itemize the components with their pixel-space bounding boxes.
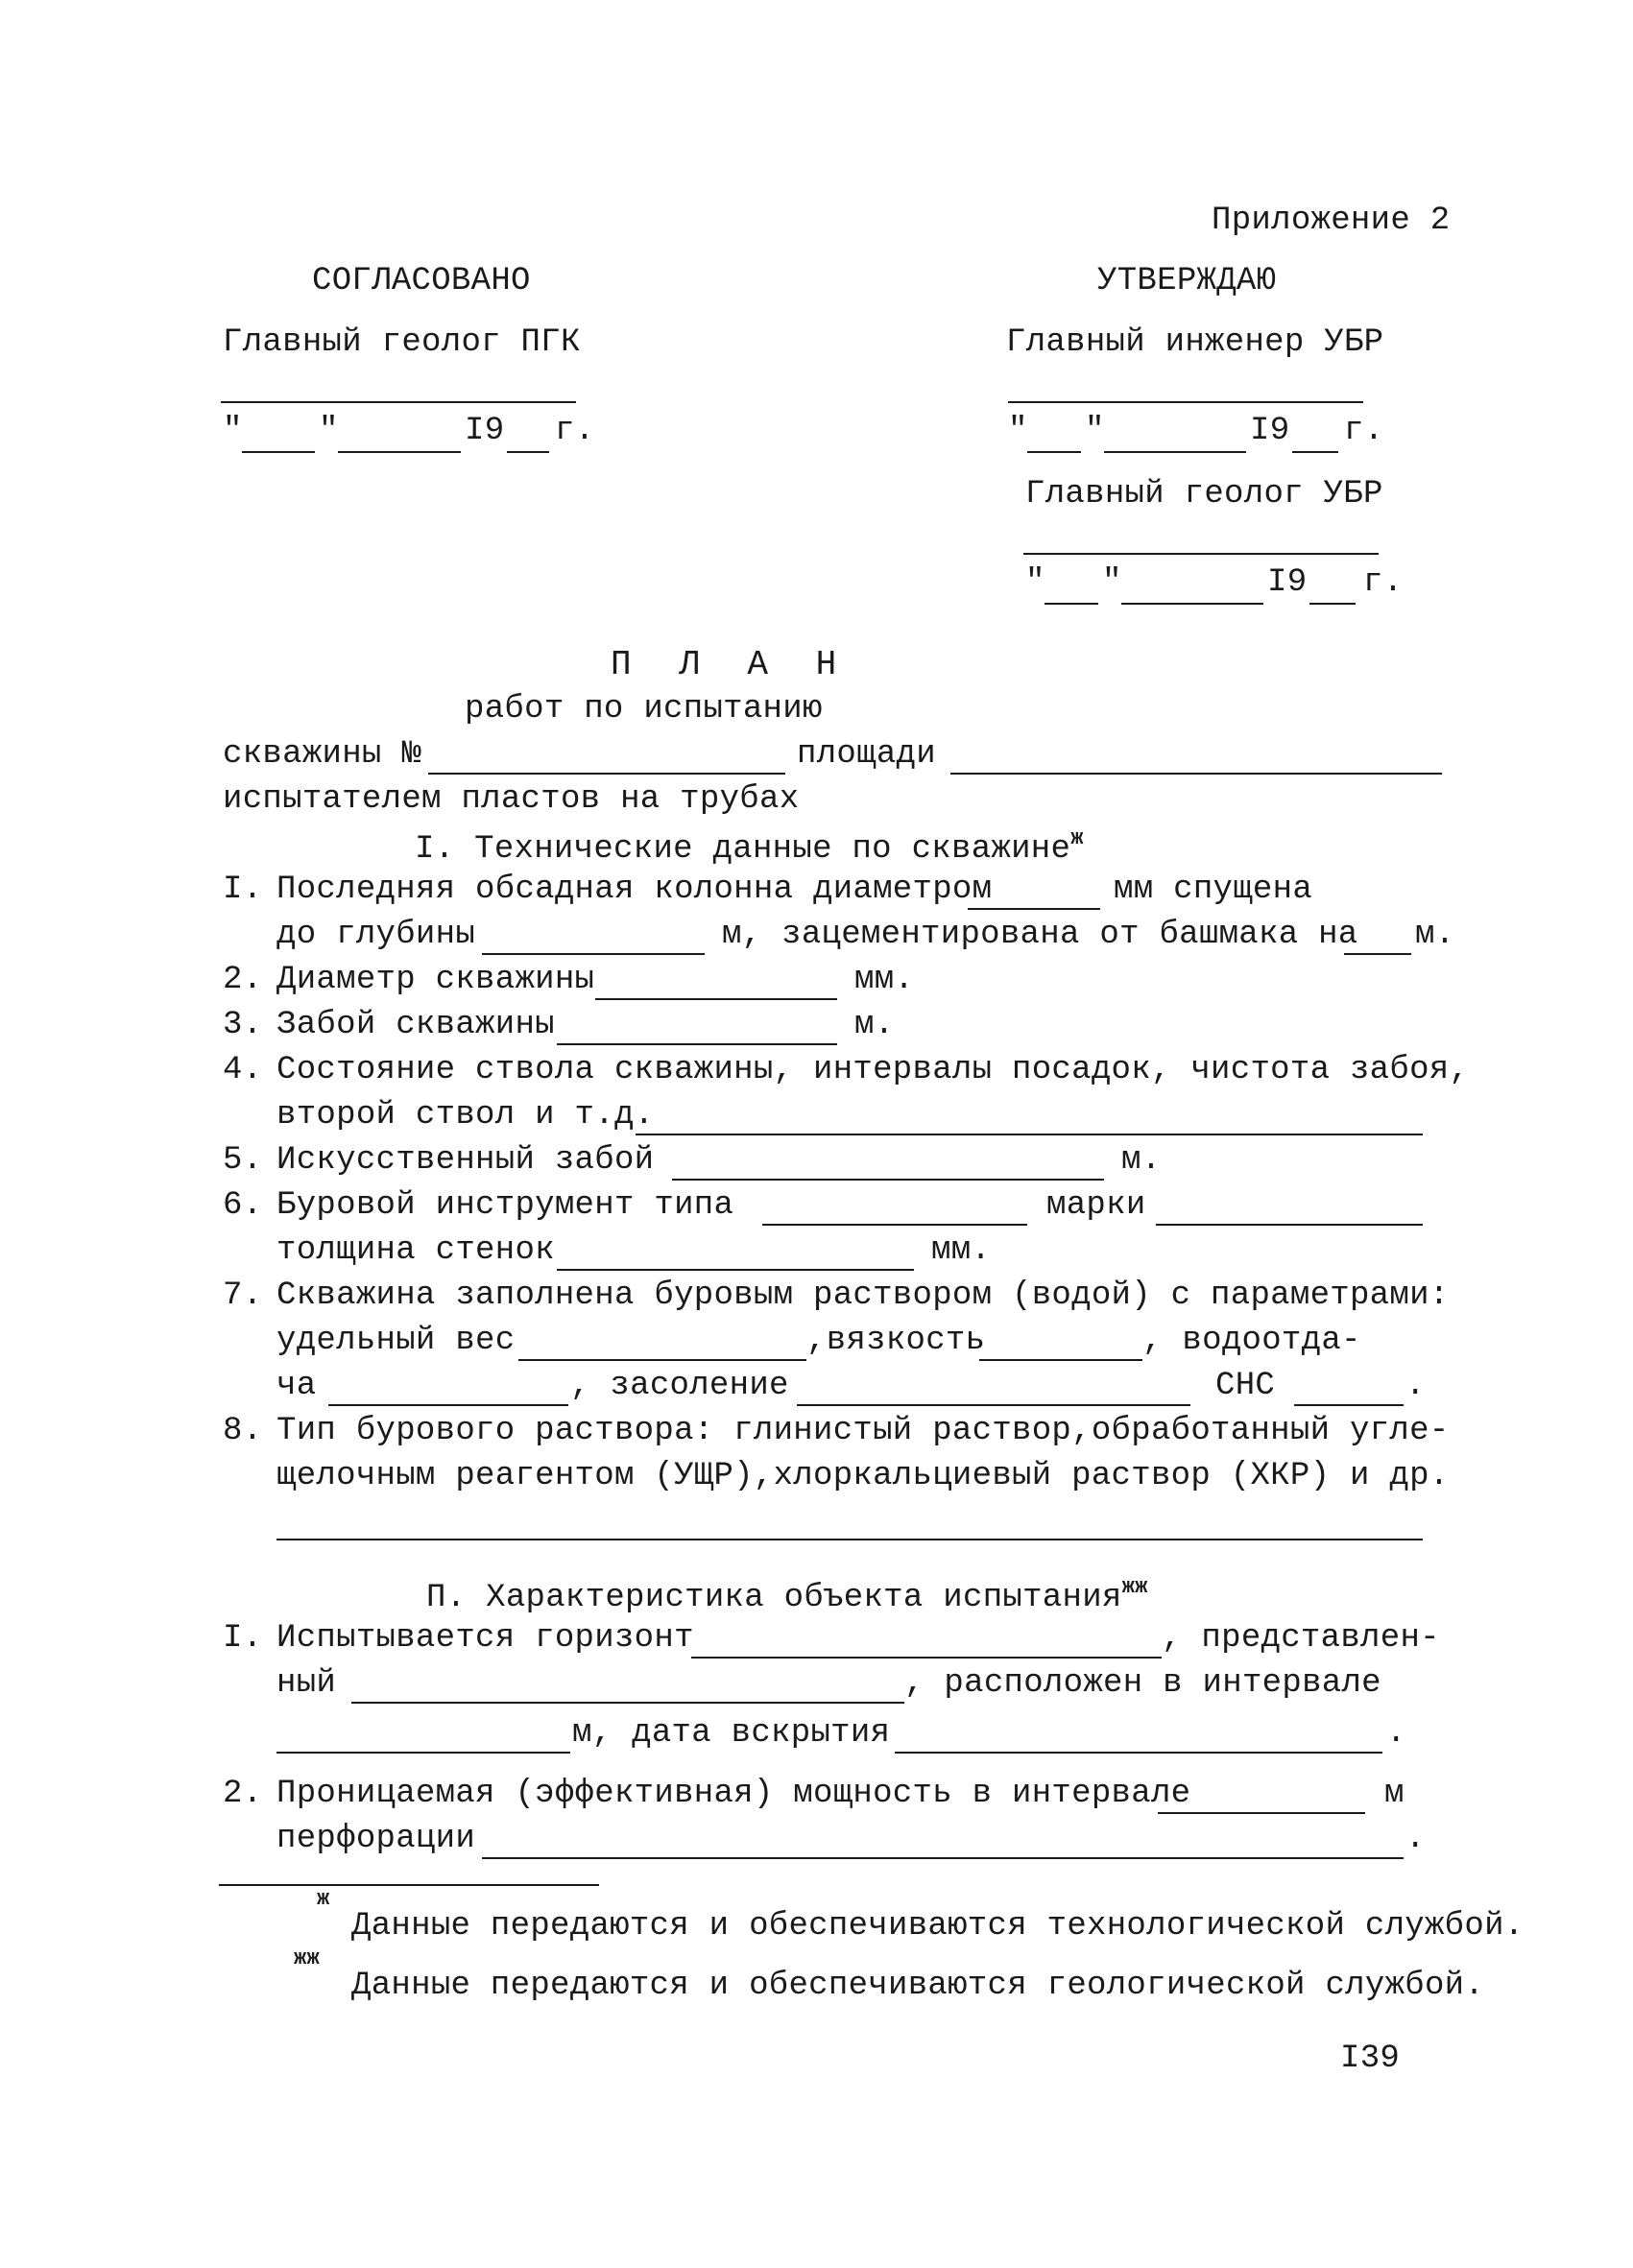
item5-text-b: м. — [1121, 1142, 1162, 1179]
item1-text-e: м. — [1415, 917, 1455, 953]
footnote-1-mark: ж — [317, 1887, 330, 1911]
viscosity-blank[interactable] — [979, 1326, 1142, 1361]
left-date-day-blank[interactable] — [242, 418, 315, 453]
sns-blank[interactable] — [1294, 1372, 1404, 1406]
appendix-label: Приложение 2 — [1212, 203, 1451, 239]
s2-item2-text-c: перфорации — [276, 1821, 476, 1857]
right-date1-year-suffix: г. — [1344, 413, 1384, 449]
item7-text-g: СНС — [1215, 1368, 1276, 1404]
left-date-year-prefix: I9 — [465, 413, 505, 449]
water-loss-blank[interactable] — [328, 1372, 568, 1406]
cement-height-blank[interactable] — [1344, 920, 1411, 955]
right-signature-line-2[interactable] — [1023, 553, 1379, 555]
tester-line: испытателем пластов на трубах — [223, 781, 800, 818]
s2-item2-text-d: . — [1405, 1821, 1426, 1857]
right-date2-year-blank[interactable] — [1309, 570, 1356, 605]
item7-text-b: удельный вес — [276, 1323, 516, 1359]
item7-text-h: . — [1405, 1368, 1426, 1404]
item5-text-a: Искусственный забой — [276, 1142, 655, 1179]
item1-number: I. — [223, 871, 263, 908]
item3-text-a: Забой скважины — [276, 1007, 555, 1043]
artificial-bottom-blank[interactable] — [672, 1146, 1104, 1181]
s2-item1-text-c: ный — [276, 1665, 337, 1702]
s2-item2-number: 2. — [223, 1776, 263, 1812]
well-diameter-blank[interactable] — [595, 966, 837, 1000]
s2-item1-number: I. — [223, 1620, 263, 1657]
item4-text-a: Состояние ствола скважины, интервалы посадок, чистота забоя, — [276, 1052, 1470, 1088]
item7-number: 7. — [223, 1277, 263, 1314]
item8-text-b: щелочным реагентом (УЩР),хлоркальциевый раствор (ХКР) и др. — [276, 1458, 1450, 1494]
s2-item2-text-b: м — [1384, 1776, 1405, 1812]
effective-thickness-blank[interactable] — [1158, 1779, 1365, 1814]
mud-type-blank[interactable] — [276, 1539, 1423, 1540]
footnote-1-text: Данные передаются и обеспечиваются технологической службой. — [351, 1908, 1525, 1945]
specific-weight-blank[interactable] — [518, 1326, 806, 1361]
item1-text-c: до глубины — [276, 917, 476, 953]
item4-number: 4. — [223, 1052, 263, 1088]
item8-text-a: Тип бурового раствора: глинистый раствор,обработанный угле- — [276, 1413, 1450, 1449]
page-number: I39 — [1340, 2041, 1401, 2077]
right-position-2: Главный геолог УБР — [1025, 476, 1383, 513]
item8-number: 8. — [223, 1413, 263, 1449]
item7-text-e: ча — [276, 1368, 317, 1404]
right-date2-year-suffix: г. — [1363, 564, 1404, 601]
right-date2-q1: " — [1025, 564, 1045, 601]
horizon-blank[interactable] — [691, 1624, 1162, 1659]
well-number-blank[interactable] — [428, 740, 785, 775]
item6-number: 6. — [223, 1187, 263, 1224]
left-date-q2: " — [319, 413, 339, 449]
item6-text-d: мм. — [931, 1232, 992, 1269]
right-signature-line-1[interactable] — [1008, 401, 1363, 403]
footnote-2-text: Данные передаются и обеспечиваются геологической службой. — [351, 1968, 1485, 2004]
item3-text-b: м. — [854, 1007, 895, 1043]
plan-subtitle: работ по испытанию — [465, 691, 823, 728]
drill-tool-type-blank[interactable] — [762, 1191, 1027, 1226]
item2-number: 2. — [223, 962, 263, 998]
s2-item2-text-a: Проницаемая (эффективная) мощность в интервале — [276, 1776, 1191, 1812]
represented-by-blank[interactable] — [351, 1669, 904, 1704]
left-position: Главный геолог ПГК — [223, 324, 581, 361]
right-date1-year-blank[interactable] — [1292, 418, 1338, 453]
wall-thickness-blank[interactable] — [557, 1236, 914, 1271]
left-date-month-blank[interactable] — [338, 418, 461, 453]
item1-text-d: м, зацементирована от башмака на — [722, 917, 1358, 953]
casing-depth-blank[interactable] — [482, 920, 705, 955]
left-date-year-blank[interactable] — [507, 418, 549, 453]
item7-text-a: Скважина заполнена буровым раствором (водой) с параметрами: — [276, 1277, 1450, 1314]
item6-text-c: толщина стенок — [276, 1232, 555, 1269]
area-name-blank[interactable] — [950, 740, 1442, 775]
s2-item1-text-d: , расположен в интервале — [904, 1665, 1381, 1702]
right-position-1: Главный инженер УБР — [1006, 324, 1384, 361]
right-date2-q2: " — [1102, 564, 1122, 601]
drill-tool-grade-blank[interactable] — [1156, 1191, 1423, 1226]
item1-text-b: мм спущена — [1114, 871, 1313, 908]
item5-number: 5. — [223, 1142, 263, 1179]
right-date1-q1: " — [1008, 413, 1028, 449]
right-date2-year-prefix: I9 — [1267, 564, 1308, 601]
salinity-blank[interactable] — [797, 1372, 1190, 1406]
footnote-divider — [219, 1884, 599, 1886]
right-date1-month-blank[interactable] — [1104, 418, 1246, 453]
item7-text-c: ,вязкость — [806, 1323, 986, 1359]
area-label: площади — [797, 736, 936, 773]
interval-blank[interactable] — [276, 1719, 570, 1754]
footnote-2-mark: жж — [294, 1946, 321, 1970]
section2-heading: П. Характеристика объекта испытания$^{жж}$ — [426, 1575, 1148, 1616]
item2-text-a: Диаметр скважины — [276, 962, 595, 998]
right-stamp: УТВЕРЖДАЮ — [1097, 263, 1277, 299]
opening-date-blank[interactable] — [895, 1719, 1382, 1754]
section1-heading: I. Технические данные по скважине$^ж$ — [415, 826, 1084, 868]
casing-diameter-blank[interactable] — [968, 875, 1100, 910]
item6-text-a: Буровой инструмент типа — [276, 1187, 734, 1224]
item7-text-f: , засоление — [570, 1368, 789, 1404]
right-date2-month-blank[interactable] — [1121, 570, 1263, 605]
plan-title: П Л А Н — [611, 645, 851, 684]
left-stamp: СОГЛАСОВАНО — [312, 263, 531, 299]
well-label: скважины № — [223, 736, 422, 773]
right-date1-day-blank[interactable] — [1027, 418, 1081, 453]
right-date1-q2: " — [1085, 413, 1105, 449]
item7-text-d: , водоотда- — [1142, 1323, 1361, 1359]
s2-item1-text-f: . — [1386, 1715, 1406, 1752]
item1-text-a: Последняя обсадная колонна диаметром — [276, 871, 993, 908]
right-date2-day-blank[interactable] — [1045, 570, 1098, 605]
item3-number: 3. — [223, 1007, 263, 1043]
wellbore-state-blank[interactable] — [636, 1101, 1423, 1135]
item4-text-b: второй ствол и т.д. — [276, 1097, 655, 1134]
left-date-q1: " — [223, 413, 243, 449]
left-signature-line[interactable] — [221, 401, 576, 403]
perforation-interval-blank[interactable] — [482, 1825, 1404, 1859]
left-date-year-suffix: г. — [555, 413, 595, 449]
s2-item1-text-a: Испытывается горизонт — [276, 1620, 694, 1657]
item6-text-b: марки — [1046, 1187, 1146, 1224]
item2-text-b: мм. — [854, 962, 915, 998]
s2-item1-text-e: м, дата вскрытия — [572, 1715, 891, 1752]
right-date1-year-prefix: I9 — [1250, 413, 1290, 449]
bottomhole-blank[interactable] — [557, 1011, 837, 1045]
s2-item1-text-b: , представлен- — [1162, 1620, 1440, 1657]
